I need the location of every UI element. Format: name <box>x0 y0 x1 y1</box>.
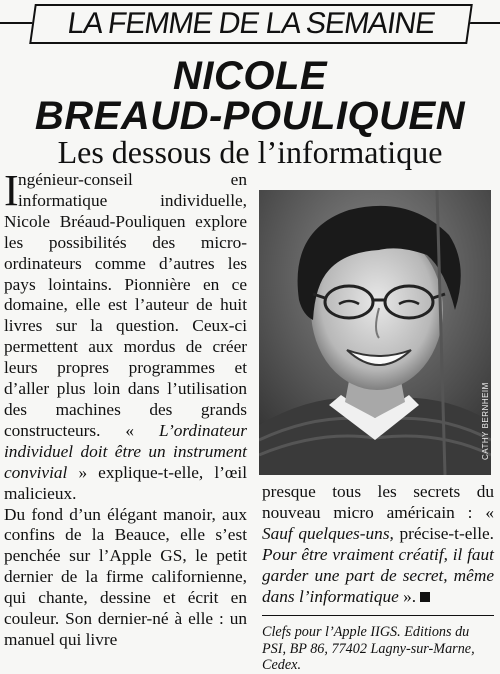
biblio-rule <box>262 615 494 616</box>
right-quote-1: Sauf quelques-uns, <box>262 523 394 543</box>
drop-cap: I <box>4 166 19 215</box>
quote-close: » explique-t-elle, l’œil malicieux. <box>4 462 247 503</box>
pull-quote: L’ordinateur individuel doit être un instrument convivial <box>4 420 247 482</box>
article-subtitle: Les dessous de l’informatique <box>57 134 443 170</box>
right-quote-open: « <box>485 502 494 522</box>
right-quote-2: Pour être vraiment créatif, il faut garder une part de secret, même dans l’informatique <box>262 544 494 606</box>
paragraph-1-text: ngénieur-conseil en informatique individuelle, Nicole Bréaud-Pouliquen explore les possibilités des micro-ordinateurs comme d’autres les pays lointains. Pionnière en ce domaine, elle est l’auteur de huit livres sur la question. Ceux-ci permettent aux mordus de créer leurs propres programmes et d’aller plus loin dans l’utilisation des machines des grands constructeurs. <box>4 170 247 440</box>
top-rule-left <box>0 22 34 24</box>
portrait-photo <box>259 190 491 475</box>
section-kicker: LA FEMME DE LA SEMAINE <box>29 4 473 44</box>
photo-credit: CATHY BERNHEIM <box>481 382 490 460</box>
end-mark <box>420 592 430 602</box>
portrait-image <box>259 190 491 475</box>
paragraph-2: Du fond d’un élégant manoir, aux confins de la Beauce, elle s’est penchée sur l’Apple GS, le petit dernier de la firme californienne, qui chante, dessine et écrit en couleur. Son dernier-né à elle : un manuel qui livre <box>4 504 247 649</box>
headline-last-name: BREAUD-POULIQUEN <box>34 94 466 138</box>
right-column <box>262 482 494 607</box>
top-rule-right <box>468 22 500 24</box>
right-paragraph-text: presque tous les secrets du nouveau micro américain : <box>262 482 494 522</box>
quote-open: « <box>125 420 159 440</box>
right-paragraph <box>262 482 494 607</box>
right-quote-close: ». <box>398 586 417 606</box>
left-column <box>4 166 247 651</box>
headline-first-name: NICOLE <box>172 54 328 98</box>
bibliography-note: Clefs pour l’Apple IIGS. Editions du PSI, BP 86, 77402 Lagny-sur-Marne, Cedex. <box>262 624 475 674</box>
right-mid-text: précise-t-elle. <box>393 523 494 543</box>
paragraph-1 <box>4 166 247 505</box>
